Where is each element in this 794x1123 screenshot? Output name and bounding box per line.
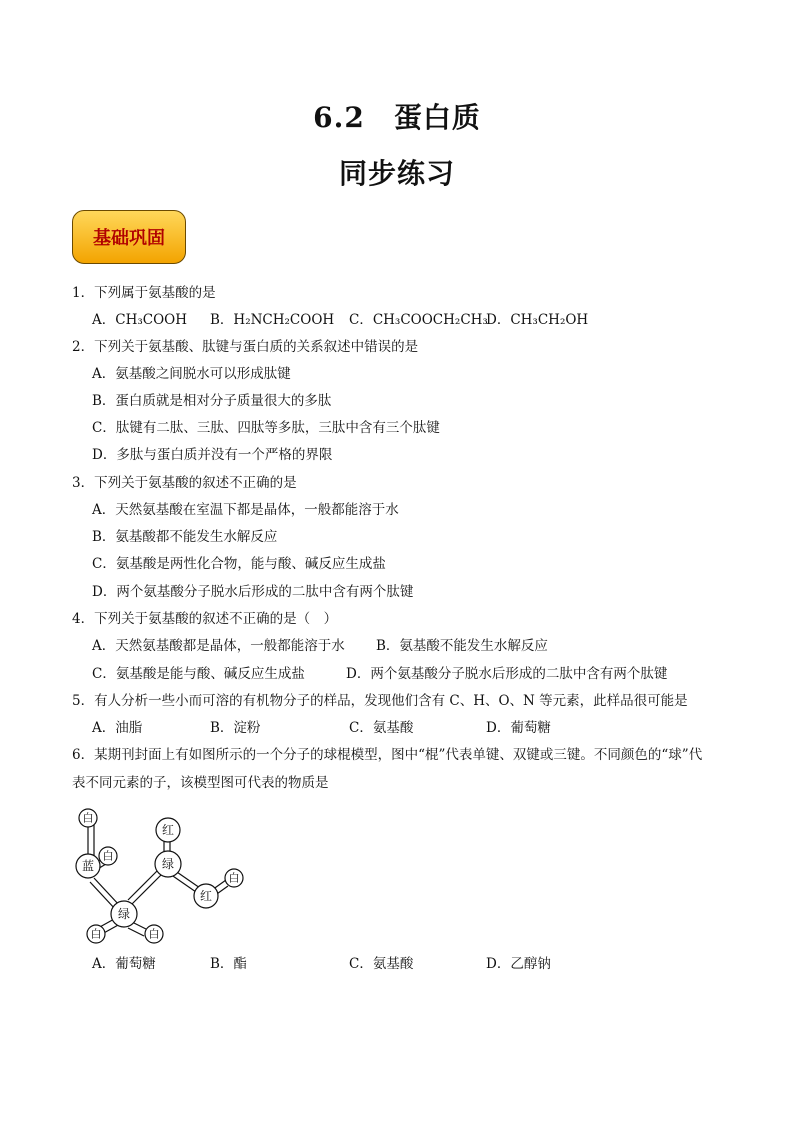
q3-option-d: D．两个氨基酸分子脱水后形成的二肽中含有两个肽键 xyxy=(92,584,414,600)
question-3-stem: 3．下列关于氨基酸的叙述不正确的是 xyxy=(72,475,297,491)
q1-option-b: B．H₂NCH₂COOH xyxy=(210,312,335,328)
q2-option-a: A．氨基酸之间脱水可以形成肽键 xyxy=(92,366,291,382)
q3-option-b: B．氨基酸都不能发生水解反应 xyxy=(92,529,278,545)
q4-option-b: B．氨基酸不能发生水解反应 xyxy=(376,638,548,654)
q2-option-d: D．多肽与蛋白质并没有一个严格的界限 xyxy=(92,447,333,463)
q6-option-c: C．氨基酸 xyxy=(349,956,414,972)
q5-option-b: B．淀粉 xyxy=(210,720,261,736)
question-6-stem-line-1: 6．某期刊封面上有如图所示的一个分子的球棍模型，图中“棍”代表单键、双键或三键。不同颜色的“球”代 xyxy=(72,747,703,763)
question-5-stem: 5．有人分析一些小而可溶的有机物分子的样品，发现他们含有 C、H、O、N 等元素，此样品很可能是 xyxy=(72,693,688,709)
q6-option-d: D．乙醇钠 xyxy=(486,956,551,972)
q5-option-a: A．油脂 xyxy=(92,720,143,736)
q2-option-c: C．肽键有二肽、三肽、四肽等多肽，三肽中含有三个肽键 xyxy=(92,420,440,436)
label-white-1: 白 xyxy=(82,811,94,825)
label-red-2: 红 xyxy=(199,889,213,903)
ball-stick-model-figure xyxy=(72,800,252,950)
label-red-1: 红 xyxy=(161,823,175,837)
q3-option-a: A．天然氨基酸在室温下都是晶体，一般都能溶于水 xyxy=(92,502,399,518)
label-white-5: 白 xyxy=(148,927,160,941)
label-white-3: 白 xyxy=(228,871,240,885)
q4-option-c: C．氨基酸是能与酸、碱反应生成盐 xyxy=(92,666,305,682)
question-2-stem: 2．下列关于氨基酸、肽键与蛋白质的关系叙述中错误的是 xyxy=(72,339,419,355)
q1-option-d: D．CH₃CH₂OH xyxy=(486,312,589,328)
page-title: 6.2 蛋白质 xyxy=(313,101,481,134)
model-sticks xyxy=(88,822,228,936)
q6-option-b: B．酯 xyxy=(210,956,247,972)
q4-option-d: D．两个氨基酸分子脱水后形成的二肽中含有两个肽键 xyxy=(346,666,668,682)
label-green-2: 绿 xyxy=(161,857,175,871)
q1-option-a: A．CH₃COOH xyxy=(92,312,188,328)
q4-option-a: A．天然氨基酸都是晶体，一般都能溶于水 xyxy=(92,638,345,654)
section-badge: 基础巩固 xyxy=(72,210,186,264)
question-6-stem-line-2: 表不同元素的子，该模型图可代表的物质是 xyxy=(72,775,329,791)
q6-option-a: A．葡萄糖 xyxy=(92,956,156,972)
q3-option-c: C．氨基酸是两性化合物，能与酸、碱反应生成盐 xyxy=(92,556,386,572)
label-white-2: 白 xyxy=(102,849,114,863)
question-1-stem: 1．下列属于氨基酸的是 xyxy=(72,285,216,301)
q5-option-d: D．葡萄糖 xyxy=(486,720,551,736)
page-subtitle: 同步练习 xyxy=(338,157,455,190)
q1-option-c: C．CH₃COOCH₂CH₃ xyxy=(349,312,488,328)
question-4-stem: 4．下列关于氨基酸的叙述不正确的是（ ） xyxy=(72,611,338,627)
q2-option-b: B．蛋白质就是相对分子质量很大的多肽 xyxy=(92,393,332,409)
label-white-4: 白 xyxy=(90,927,102,941)
label-green-1: 绿 xyxy=(117,907,131,921)
label-blue: 蓝 xyxy=(81,859,95,873)
q5-option-c: C．氨基酸 xyxy=(349,720,414,736)
